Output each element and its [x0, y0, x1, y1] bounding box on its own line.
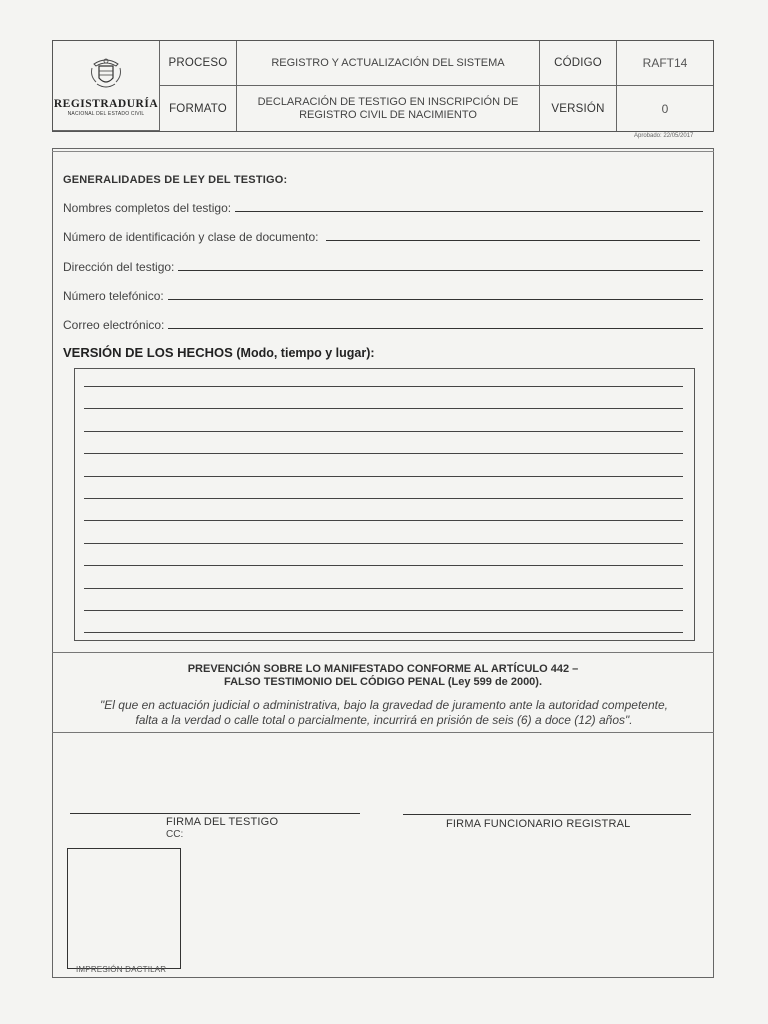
format-value: DECLARACIÓN DE TESTIGO EN INSCRIPCIÓN DE REGISTRO CIVIL DE NACIMIENTO: [237, 86, 540, 131]
facts-writing-line[interactable]: [84, 632, 683, 633]
facts-writing-line[interactable]: [84, 476, 683, 477]
witness-address-field[interactable]: [63, 258, 703, 274]
warning-bottom-divider: [52, 732, 714, 733]
top-divider: [52, 151, 714, 152]
witness-email-label: Correo electrónico:: [63, 318, 165, 332]
facts-title: VERSIÓN DE LOS HECHOS: [63, 345, 233, 360]
witness-id-label: Número de identificación y clase de documento:: [63, 230, 319, 244]
witness-address-label: Dirección del testigo:: [63, 260, 175, 274]
warning-quote-line1: "El que en actuación judicial o administrativa, bajo la gravedad de juramento ante la autoridad competente,: [100, 698, 668, 712]
version-label: VERSIÓN: [540, 86, 617, 131]
facts-writing-line[interactable]: [84, 565, 683, 566]
logo-subtitle: NACIONAL DEL ESTADO CIVIL: [67, 111, 145, 117]
facts-writing-line[interactable]: [84, 588, 683, 589]
witness-name-label: Nombres completos del testigo:: [63, 201, 232, 215]
witness-phone-field[interactable]: [63, 287, 703, 303]
format-label: FORMATO: [160, 86, 237, 131]
witness-email-line[interactable]: [168, 327, 703, 329]
warning-title-line2: FALSO TESTIMONIO DEL CÓDIGO PENAL (Ley 599 de 2000).: [223, 676, 543, 688]
fingerprint-label: IMPRESIÓN DACTILAR: [76, 965, 167, 974]
approval-date: Aprobado: 22/05/2017: [634, 133, 694, 139]
fingerprint-box[interactable]: [67, 848, 181, 969]
process-value: REGISTRO Y ACTUALIZACIÓN DEL SISTEMA: [237, 41, 540, 86]
facts-writing-line[interactable]: [84, 498, 683, 499]
facts-writing-line[interactable]: [84, 453, 683, 454]
code-label: CÓDIGO: [540, 41, 617, 86]
warning-title-line1: PREVENCIÓN SOBRE LO MANIFESTADO CONFORME AL ARTÍCULO 442 –: [187, 663, 579, 675]
version-value: 0: [661, 101, 669, 116]
coat-of-arms-icon: [86, 54, 126, 94]
facts-writing-line[interactable]: [84, 610, 683, 611]
witness-signature-line[interactable]: [70, 813, 360, 814]
witness-cc-label: CC:: [166, 829, 184, 840]
witness-signature-label: FIRMA DEL TESTIGO: [166, 816, 279, 828]
official-signature-line[interactable]: [403, 814, 691, 815]
witness-section-title: GENERALIDADES DE LEY DEL TESTIGO:: [63, 174, 288, 186]
facts-section-title: [63, 345, 375, 360]
witness-phone-label: Número telefónico:: [63, 289, 164, 303]
facts-writing-line[interactable]: [84, 431, 683, 432]
logo-title: REGISTRADURÍA: [53, 98, 159, 110]
code-value: RAFT14: [617, 41, 713, 86]
warning-quote-line2: falta a la verdad o calle total o parcialmente, incurrirá en prisión de seis (6) a doce (12) años".: [135, 713, 633, 727]
facts-writing-line[interactable]: [84, 520, 683, 521]
witness-email-field[interactable]: [63, 316, 703, 332]
witness-name-line[interactable]: [235, 210, 703, 212]
witness-name-field[interactable]: [63, 199, 703, 215]
witness-phone-line[interactable]: [168, 298, 703, 300]
warning-top-divider: [52, 652, 714, 653]
witness-id-line[interactable]: [326, 239, 700, 241]
witness-id-field[interactable]: [63, 228, 700, 244]
process-label: PROCESO: [160, 41, 237, 86]
facts-writing-line[interactable]: [84, 543, 683, 544]
official-signature-label: FIRMA FUNCIONARIO REGISTRAL: [446, 818, 631, 830]
witness-address-line[interactable]: [178, 269, 703, 271]
form-header-table: [52, 40, 714, 132]
registry-logo: [53, 41, 160, 131]
facts-writing-line[interactable]: [84, 408, 683, 409]
facts-writing-line[interactable]: [84, 386, 683, 387]
facts-subtitle: (Modo, tiempo y lugar):: [236, 346, 375, 360]
